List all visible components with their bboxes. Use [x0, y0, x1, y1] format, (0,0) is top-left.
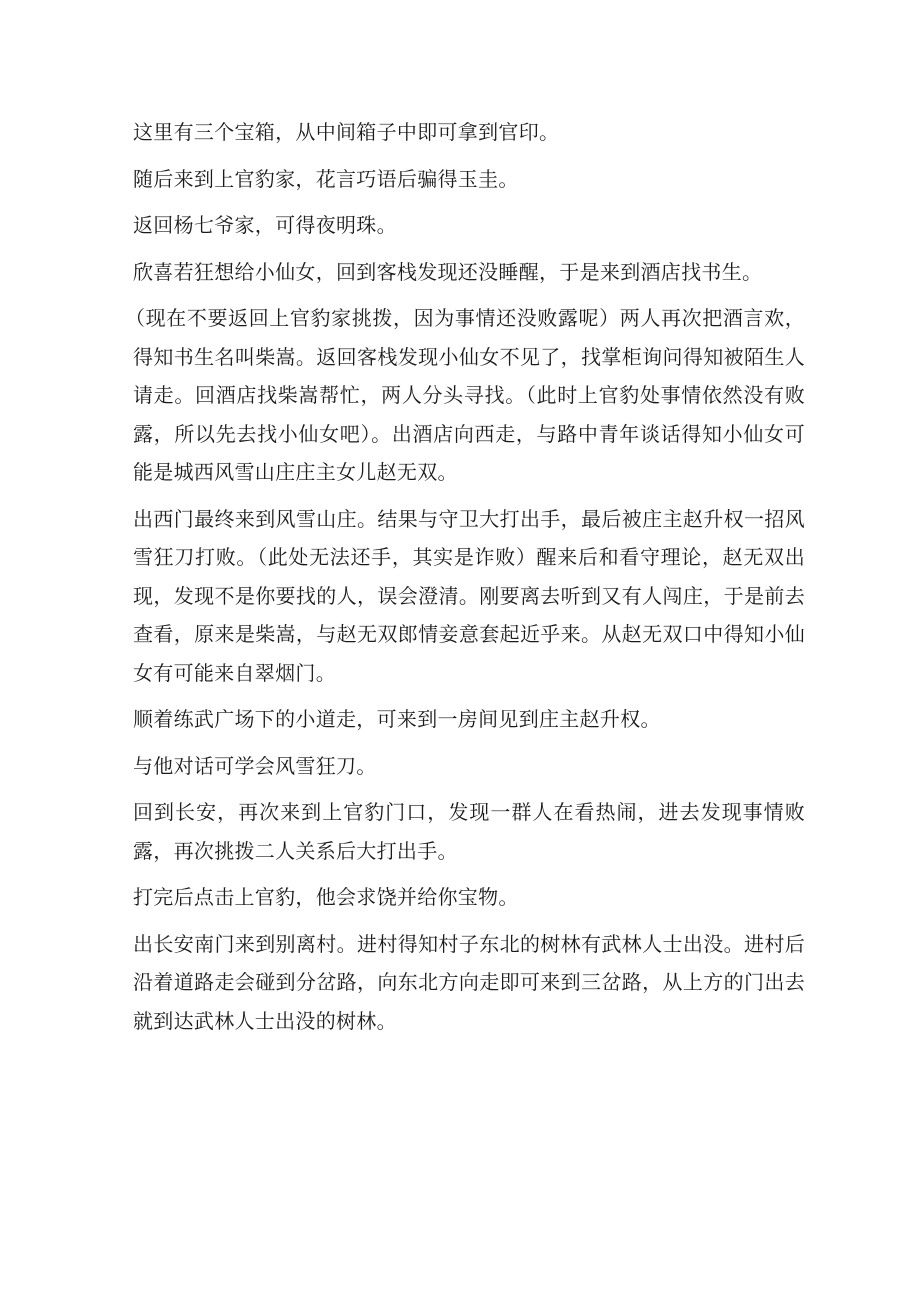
- paragraph-7: 顺着练武广场下的小道走，可来到一房间见到庄主赵升权。: [133, 707, 661, 731]
- paragraph-9: 回到长安，再次来到上官豹门口，发现一群人在看热闹，进去发现事情败露，再次挑拨二人关系后大打出手。: [133, 800, 805, 863]
- paragraph-8: 与他对话可学会风雪狂刀。: [133, 753, 377, 778]
- paragraph-11: 出长安南门来到别离村。进村得知村子东北的树林有武林人士出没。进村后沿着道路走会碰到分岔路，向东北方向走即可来到三岔路，从上方的门出去就到达武林人士出没的树林。: [133, 931, 805, 1033]
- paragraph-6: 出西门最终来到风雪山庄。结果与守卫大打出手，最后被庄主赵升权一招风雪狂刀打败。（此处无法还手，其实是诈败）醒来后和看守理论，赵无双出现，发现不是你要找的人，误会澄清。刚要离去听到又有人闯庄，于是前去查看，原来是柴嵩，与赵无双郎情妾意套起近乎来。从赵无双口中得知小仙女有可能来自翠烟门。: [133, 506, 805, 685]
- paragraph-1: 这里有三个宝箱，从中间箱子中即可拿到官印。: [133, 120, 560, 144]
- paragraph-5: （现在不要返回上官豹家挑拨，因为事情还没败露呢）两人再次把酒言欢，得知书生名叫柴嵩。返回客栈发现小仙女不见了，找掌柜询问得知被陌生人请走。回酒店找柴嵩帮忙，两人分头寻找。（此时上官豹处事情依然没有败露，所以先去找小仙女吧）。出酒店向西走，与路中青年谈话得知小仙女可能是城西风雪山庄庄主女儿赵无双。: [125, 306, 805, 484]
- document-body: [125, 113, 805, 1048]
- paragraph-3: 返回杨七爷家，可得夜明珠。: [133, 213, 397, 237]
- paragraph-2: 随后来到上官豹家，花言巧语后骗得玉圭。: [133, 166, 519, 191]
- paragraph-4: 欣喜若狂想给小仙女，回到客栈发现还没睡醒，于是来到酒店找书生。: [133, 259, 763, 284]
- paragraph-10: 打完后点击上官豹，他会求饶并给你宝物。: [133, 885, 519, 909]
